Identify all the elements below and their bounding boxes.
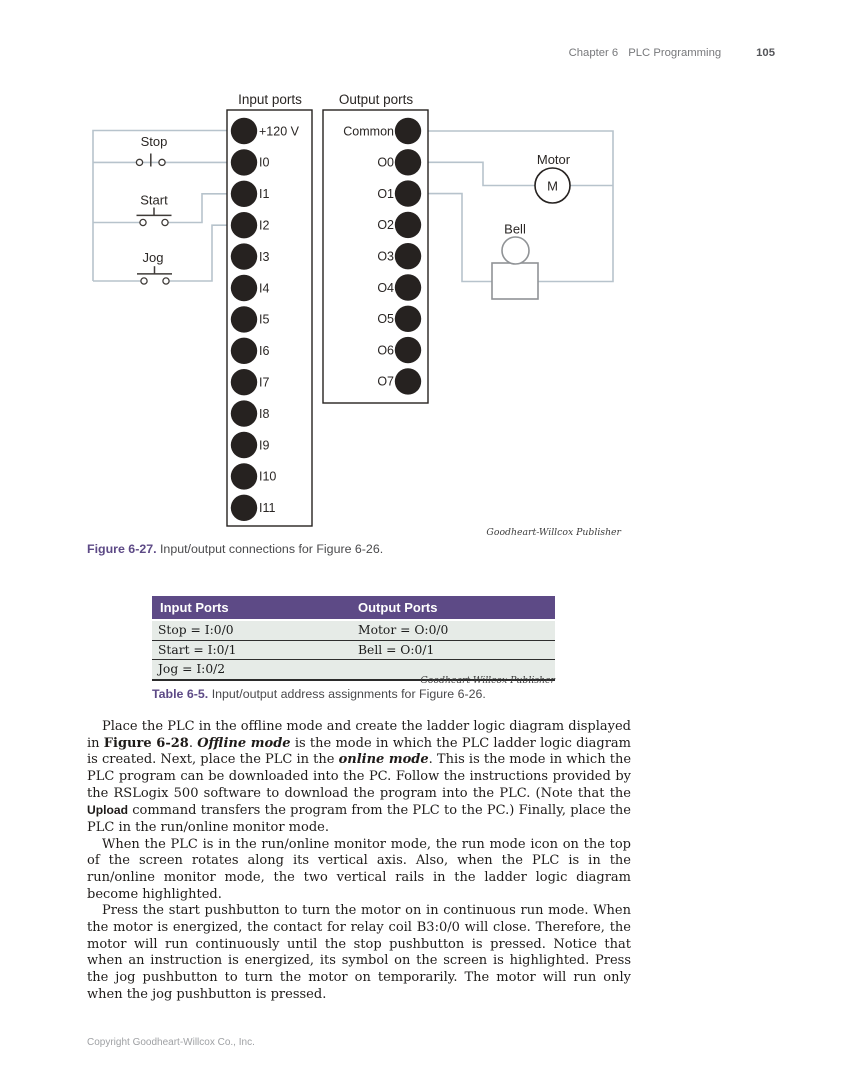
stop-contact xyxy=(159,159,165,165)
chapter-title: PLC Programming xyxy=(628,47,722,59)
figure-publisher-credit: Goodheart-Willcox Publisher xyxy=(486,527,621,538)
paragraph-pushbuttons: Press the start pushbutton to turn the motor on in continuous run mode. When the motor is energized, the contact for relay coil B3:0/0 will close. Therefore, the motor will run continuously until the stop pushbutton is pressed. Notice that when an instruction is energized, its symbol on the screen is highlighted. Press the jog pushbutton to turn the motor on temporarily. The motor will run only when the jog pushbutton is pressed. xyxy=(87,903,631,1002)
motor-label: Motor xyxy=(536,152,571,167)
stop-label: Stop xyxy=(140,134,168,149)
jog-contact xyxy=(141,278,147,284)
port-label: +120 V xyxy=(259,124,299,139)
jog-pushbutton-symbol xyxy=(137,266,172,284)
port-label: O6 xyxy=(377,343,394,358)
output-ports-header: Output ports xyxy=(338,92,414,107)
wire-o0-to-motor xyxy=(421,162,535,185)
jog-contact xyxy=(163,278,169,284)
figure-caption-label: Figure 6-27. xyxy=(87,542,157,556)
port-label: Common xyxy=(343,124,394,139)
input-port-circle xyxy=(231,369,257,395)
port-label: I11 xyxy=(259,501,276,516)
output-port-circle xyxy=(395,337,421,363)
port-label: I3 xyxy=(259,249,270,264)
page-number: 105 xyxy=(756,47,775,59)
output-port-terminals xyxy=(395,118,421,395)
stop-contact xyxy=(136,159,142,165)
port-label: I0 xyxy=(259,155,270,170)
paragraph-run-monitor-mode: When the PLC is in the run/online monitor mode, the run mode icon on the top of the screen rotates along its vertical axis. Also, when the PLC is in the run/online monitor mode, the two vertical rails in the ladder logic diagram become highlighted. xyxy=(87,836,631,902)
wire-start-to-i1 xyxy=(165,194,231,223)
table-cell: Start = I:0/1 xyxy=(158,642,237,657)
bell-gong xyxy=(502,237,529,264)
table-header-output-ports: Output Ports xyxy=(358,600,438,615)
input-port-circle xyxy=(231,181,257,207)
port-label: O7 xyxy=(377,374,394,389)
input-port-circle xyxy=(231,212,257,238)
input-port-circle xyxy=(231,149,257,175)
input-port-circle xyxy=(231,306,257,332)
port-label: O4 xyxy=(377,280,394,295)
bell-body xyxy=(492,263,538,299)
port-label: O2 xyxy=(377,218,394,233)
output-port-circle xyxy=(395,368,421,394)
output-port-circle xyxy=(395,118,421,144)
input-port-circle xyxy=(231,338,257,364)
output-port-circle xyxy=(395,149,421,175)
output-port-circle xyxy=(395,306,421,332)
table-cell: Motor = O:0/0 xyxy=(358,623,449,638)
paragraph-offline-online-mode: Place the PLC in the offline mode and create the ladder logic diagram displayed in Figure 6-28. Offline mode is the mode in which the PLC ladder logic diagram is created. Next, place the PLC in the online mode. This is the mode in which the PLC program can be downloaded into the PC. Follow the instructions provided by the RSLogix 500 software to download the program into the PLC. (Note that the Upload command transfers the program from the PLC to the PC.) Finally, place the PLC in the run/online monitor mode. xyxy=(87,719,632,835)
table-cell: Stop = I:0/0 xyxy=(158,623,234,638)
table-row xyxy=(152,641,555,661)
output-port-circle xyxy=(395,180,421,206)
table-publisher-credit: Goodheart-Willcox Publisher xyxy=(420,675,555,686)
io-address-table xyxy=(152,596,555,681)
input-ports-header: Input ports xyxy=(238,92,302,107)
input-port-circle xyxy=(231,400,257,426)
table-row xyxy=(152,621,555,641)
output-port-circle xyxy=(395,212,421,238)
motor-symbol xyxy=(535,168,570,203)
start-contact xyxy=(140,219,146,225)
input-port-circle xyxy=(231,432,257,458)
port-label: I10 xyxy=(259,469,277,484)
input-port-circle xyxy=(231,463,257,489)
start-label: Start xyxy=(140,192,168,208)
table-cell: Jog = I:0/2 xyxy=(158,662,226,677)
chapter-label: Chapter 6 xyxy=(568,47,619,59)
table-caption-text: Input/output address assignments for Figure 6-26. xyxy=(208,687,486,701)
port-label: O0 xyxy=(377,155,394,170)
port-label: I7 xyxy=(259,375,270,390)
input-port-circle xyxy=(231,243,257,269)
copyright-notice: Copyright Goodheart-Willcox Co., Inc. xyxy=(87,1037,255,1048)
port-label: I4 xyxy=(259,281,270,296)
port-label: I2 xyxy=(259,218,270,233)
figure-6-27-diagram xyxy=(85,85,630,530)
output-port-circle xyxy=(395,274,421,300)
output-port-circle xyxy=(395,243,421,269)
figure-caption-text: Input/output connections for Figure 6-26. xyxy=(156,542,384,556)
start-pushbutton-symbol xyxy=(137,208,172,226)
running-head xyxy=(569,47,775,59)
port-label: O3 xyxy=(377,249,394,264)
input-port-circle xyxy=(231,495,257,521)
port-label: I5 xyxy=(259,312,270,327)
table-caption-label: Table 6-5. xyxy=(152,687,209,701)
bell-label: Bell xyxy=(504,221,526,237)
wire-jog-to-i2 xyxy=(166,225,231,281)
table-cell: Bell = O:0/1 xyxy=(358,642,435,657)
stop-pushbutton-symbol xyxy=(136,154,165,167)
body-text xyxy=(87,719,631,1003)
port-label: O5 xyxy=(377,312,394,327)
port-label: I8 xyxy=(259,406,270,421)
figure-caption xyxy=(87,542,630,556)
jog-label: Jog xyxy=(142,250,164,265)
motor-letter: M xyxy=(547,178,558,194)
port-label: I9 xyxy=(259,438,270,453)
port-label: I1 xyxy=(259,187,270,202)
table-header-input-ports: Input Ports xyxy=(160,600,229,615)
input-port-circle xyxy=(231,275,257,301)
port-label: I6 xyxy=(259,344,270,359)
port-label: O1 xyxy=(377,186,394,201)
table-caption xyxy=(152,687,582,701)
bell-symbol xyxy=(492,237,538,299)
table-header-row xyxy=(152,596,555,619)
input-port-circle xyxy=(231,118,257,144)
start-contact xyxy=(162,219,168,225)
wire-o1-to-bell xyxy=(421,194,492,282)
